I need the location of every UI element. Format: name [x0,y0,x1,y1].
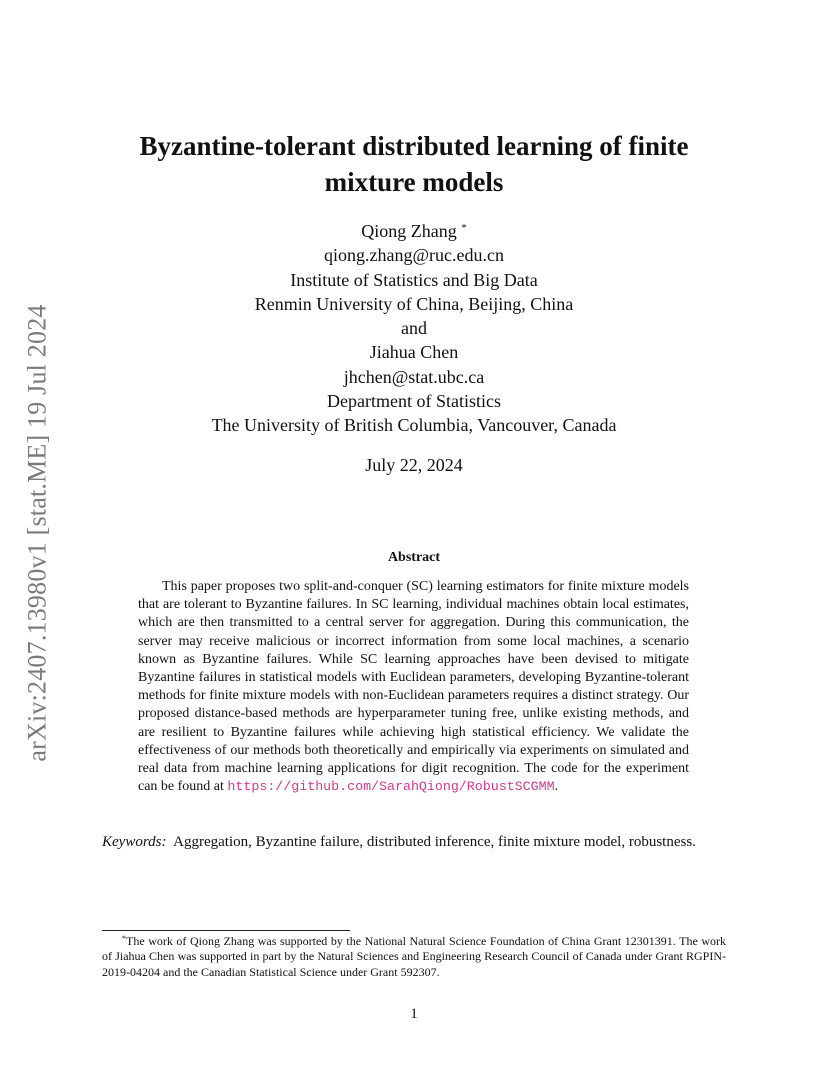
abstract-heading: Abstract [387,550,441,565]
keywords-paragraph [102,832,726,853]
keywords-text: Aggregation, Byzantine failure, distributed inference, finite mixture model, robustness. [173,834,696,850]
author-1-footnote-mark[interactable]: * [461,222,467,234]
author-2-department: Department of Statistics [327,391,501,412]
author-2-email[interactable]: jhchen@stat.ubc.ca [343,366,485,387]
author-1-department: Institute of Statistics and Big Data [290,269,538,290]
author-2-name: Jiahua Chen [369,342,459,363]
page-number: 1 [410,1006,418,1022]
author-separator: and [401,318,427,339]
footnote-mark: * [122,934,126,943]
author-1-name: Qiong Zhang [361,221,457,241]
author-1-email[interactable]: qiong.zhang@ruc.edu.cn [323,245,505,266]
abstract-text: This paper proposes two split-and-conquer (SC) learning estimators for finite mixture models that are tolerant to Byzantine failures. In SC learning, individual machines obtain local estimates, which are then transmitted to a central server for aggregation. During this communication, the server may receive malicious or incorrect information from some local machines, a scenario known as Byzantine failures. While SC learning approaches have been devised to mitigate Byzantine failures in statistical models with Euclidean parameters, developing Byzantine-tolerant methods for finite mixture models with non-Euclidean parameters requires a distinct strategy. Our proposed distance-based methods are hyperparameter tuning free, unlike existing methods, and are resilient to Byzantine failures while achieving high statistical efficiency. We validate the effectiveness of our methods both theoretically and empirically via experiments on simulated and real data from machine learning applications for digit recognition. The code for the experiment can be found at [138,579,689,795]
abstract-end-punct: . [554,779,559,795]
author-2-institution: The University of British Columbia, Vancouver, Canada [211,415,617,436]
author-1-institution: Renmin University of China, Beijing, China [254,293,574,314]
funding-footnote [102,934,726,980]
arxiv-identifier: arXiv:2407.13980v1 [stat.ME] 19 Jul 2024 [23,304,52,762]
footnote-divider [102,930,350,931]
paper-title: Byzantine-tolerant distributed learning of finite mixture models [139,131,689,197]
abstract-paragraph [138,578,689,796]
author-block [100,219,728,438]
paper-date: July 22, 2024 [365,455,463,475]
keywords-label: Keywords: [102,834,167,850]
code-repository-link[interactable]: https://github.com/SarahQiong/RobustSCGMM [227,779,555,795]
footnote-text: The work of Qiong Zhang was supported by the National Natural Science Foundation of China Grant 12301391. The work of Jiahua Chen was supported in part by the Natural Sciences and Engineering Research Council of Canada under Grant RGPIN-2019-04204 and the Canadian Statistical Science under Grant 592307. [102,934,726,979]
author-1-name-line [100,219,728,243]
